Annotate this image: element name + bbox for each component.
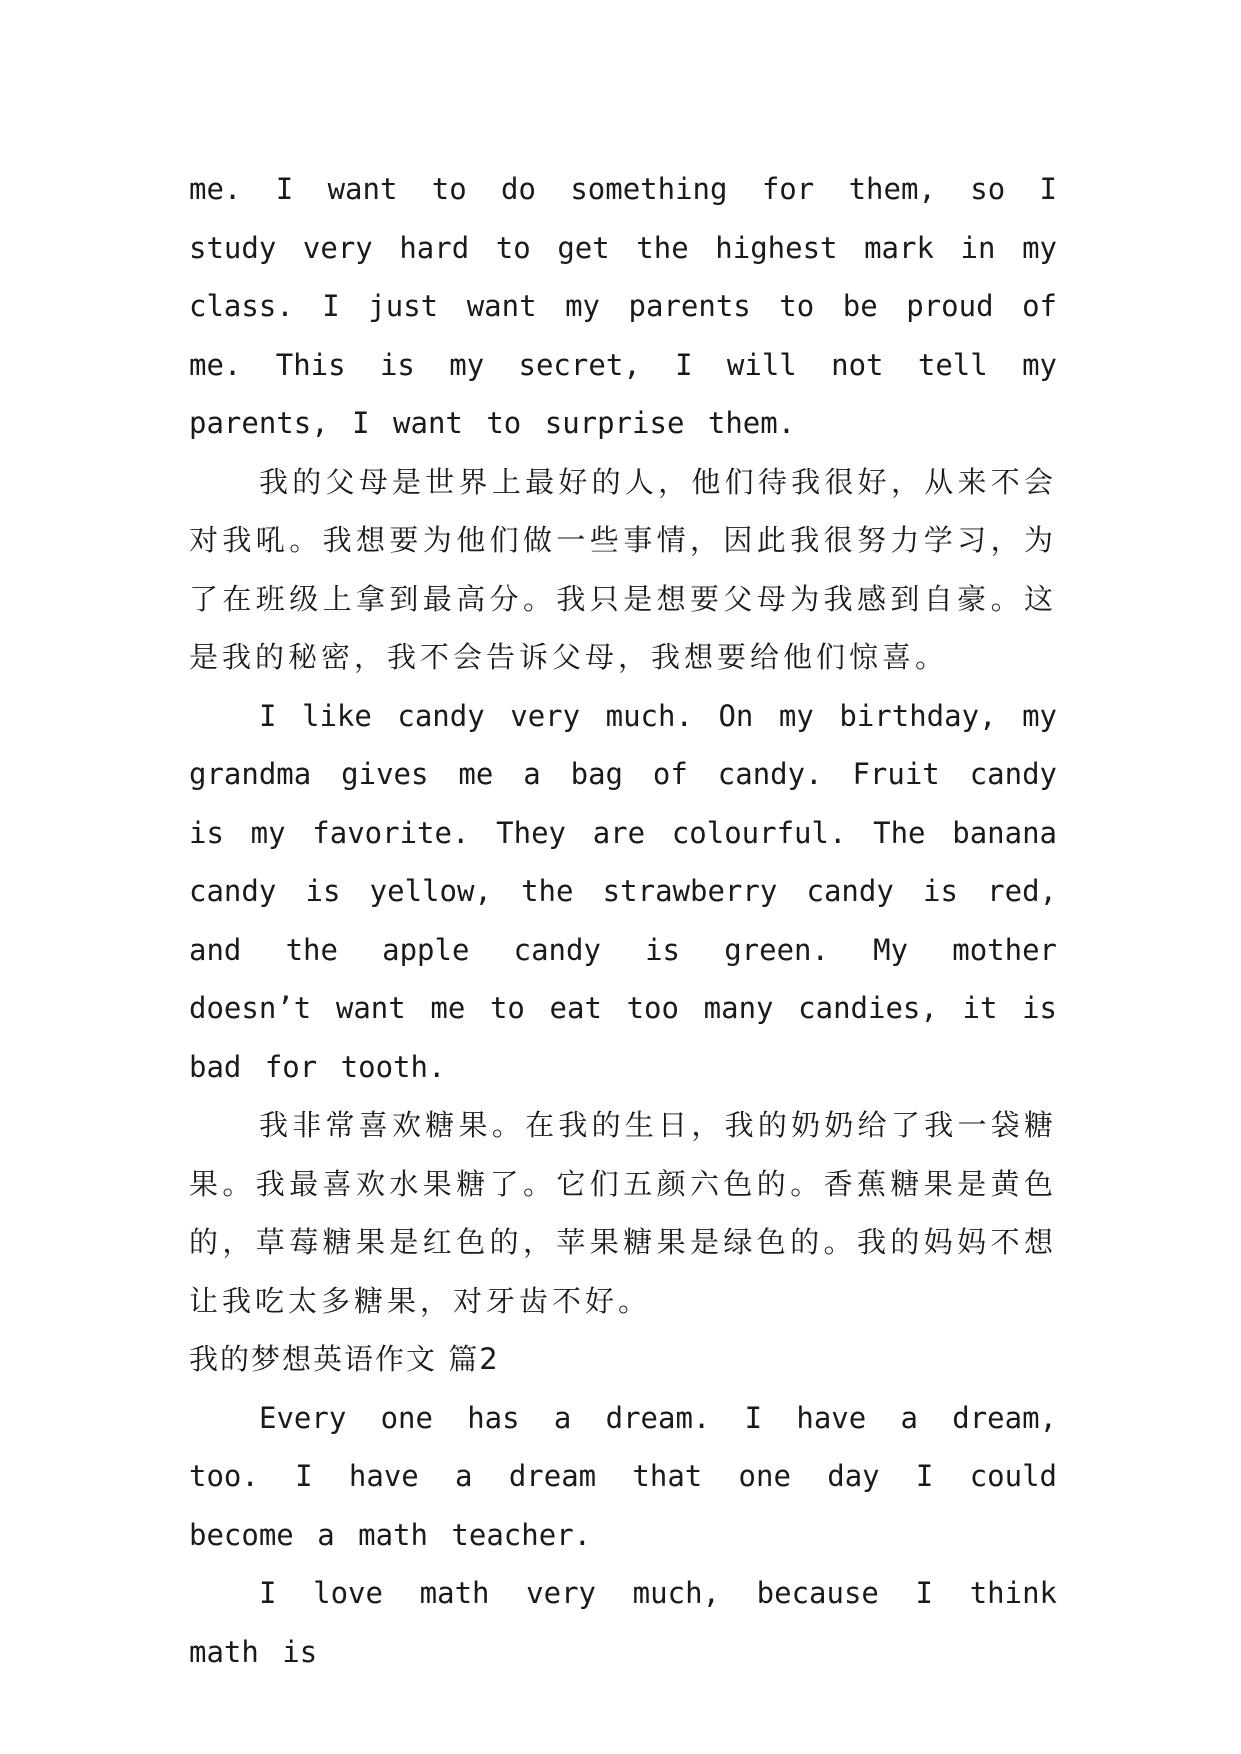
paragraph-chinese-1: 我的父母是世界上最好的人，他们待我很好，从来不会对我吼。我想要为他们做一些事情，因此我很努力学习，为了在班级上拿到最高分。我只是想要父母为我感到自豪。这是我的秘密，我不会告诉父母，我想要给他们惊喜。: [189, 464, 1057, 674]
paragraph-english-1: me. I want to do something for them, so I study very hard to get the highest mark in my class. I just want my parents to be proud of me. This is my secret, I will not tell my parents, I want to surprise them.: [189, 172, 1057, 440]
paragraph-chinese-2: 我非常喜欢糖果。在我的生日，我的奶奶给了我一袋糖果。我最喜欢水果糖了。它们五颜六色的。香蕉糖果是黄色的，草莓糖果是红色的，苹果糖果是绿色的。我的妈妈不想让我吃太多糖果，对牙齿不好。: [189, 1108, 1057, 1318]
paragraph-english-2: I like candy very much. On my birthday, my grandma gives me a bag of candy. Fruit candy is my favorite. They are colourful. The banana candy is yellow, the strawberry candy is red, and the apple candy is green. My mother doesn’t want me to eat too many candies, it is bad for tooth.: [189, 698, 1057, 1084]
paragraph-english-3: Every one has a dream. I have a dream, too. I have a dream that one day I could become a math teacher.: [189, 1400, 1057, 1552]
document-body: [189, 160, 1057, 1681]
paragraph-english-4: I love math very much, because I think math is: [189, 1576, 1057, 1669]
section-heading: 我的梦想英语作文 篇2: [189, 1342, 500, 1376]
